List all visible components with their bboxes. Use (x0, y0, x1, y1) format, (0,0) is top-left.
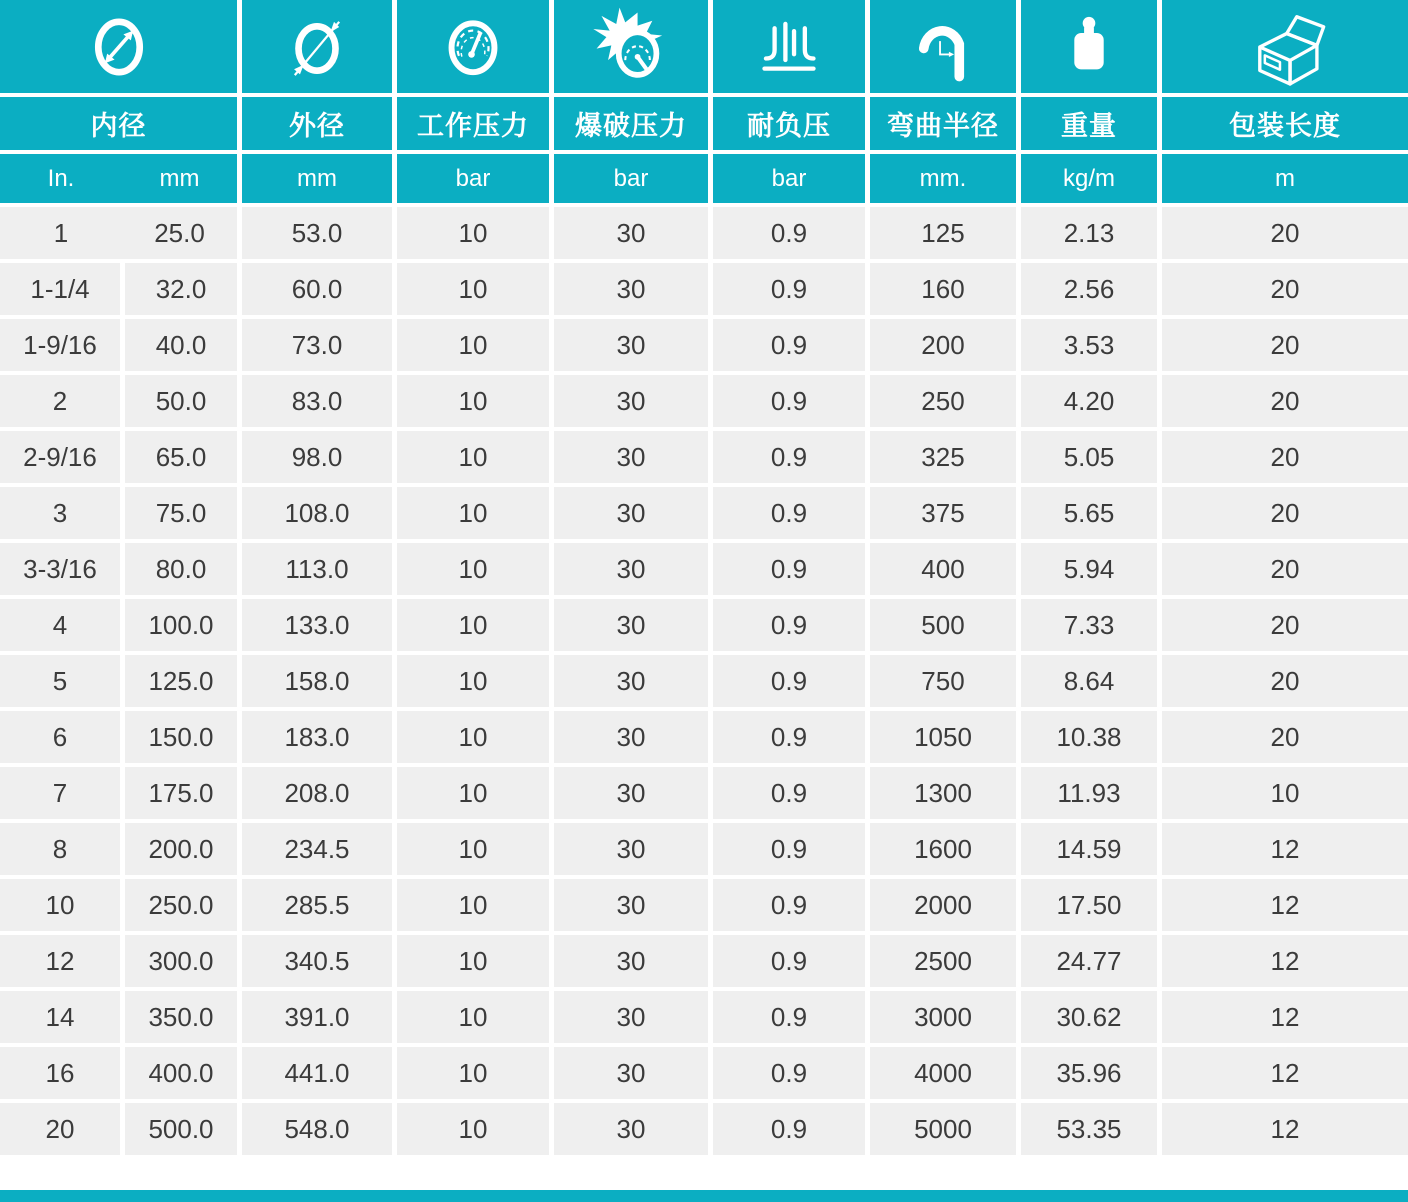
table-cell: 10 (397, 935, 549, 987)
table-cell: 340.5 (242, 935, 392, 987)
table-cell: 8.64 (1021, 655, 1157, 707)
burst-pressure-icon (590, 6, 672, 88)
table-cell: 10 (397, 375, 549, 427)
table-cell: 30 (554, 543, 708, 595)
table-cell: 10 (397, 263, 549, 315)
table-cell: 0.9 (713, 263, 865, 315)
table-cell: 73.0 (242, 319, 392, 371)
table-cell: 3.53 (1021, 319, 1157, 371)
table-cell: 20 (1162, 543, 1408, 595)
table-cell: 10 (397, 487, 549, 539)
table-cell: 0.9 (713, 599, 865, 651)
table-cell: 2-9/16 (0, 431, 120, 483)
table-cell: 30 (554, 599, 708, 651)
column-header-burst-pressure: 爆破压力 (554, 97, 708, 150)
table-cell: 53.35 (1021, 1103, 1157, 1155)
table-cell: 2000 (870, 879, 1016, 931)
table-cell: 1050 (870, 711, 1016, 763)
table-cell: 6 (0, 711, 120, 763)
header-icon-cell-working-pressure (397, 0, 549, 93)
table-cell: 10 (0, 879, 120, 931)
table-cell: 30 (554, 879, 708, 931)
table-cell: 400 (870, 543, 1016, 595)
table-cell: 20 (1162, 263, 1408, 315)
table-cell: 391.0 (242, 991, 392, 1043)
table-cell: 1 (53, 217, 69, 248)
table-cell: 10 (397, 599, 549, 651)
table-cell: 12 (1162, 1047, 1408, 1099)
footer-accent-bar (0, 1190, 1408, 1202)
table-cell: 5.05 (1021, 431, 1157, 483)
table-cell: 10 (397, 319, 549, 371)
header-icon-cell-weight (1021, 0, 1157, 93)
table-cell: 14.59 (1021, 823, 1157, 875)
table-cell: 30 (554, 1103, 708, 1155)
table-cell: 10 (397, 431, 549, 483)
table-cell: 0.9 (713, 935, 865, 987)
table-cell: 5 (0, 655, 120, 707)
table-cell: 5.65 (1021, 487, 1157, 539)
table-cell: 7.33 (1021, 599, 1157, 651)
table-cell: 441.0 (242, 1047, 392, 1099)
unit-cell-vacuum-resistance: bar (713, 154, 865, 203)
table-cell: 10 (397, 1103, 549, 1155)
table-cell: 10 (397, 1047, 549, 1099)
table-cell: 1600 (870, 823, 1016, 875)
unit-cell-inner-diameter (0, 154, 237, 203)
table-cell: 160 (870, 263, 1016, 315)
unit-cell-bend-radius: mm. (870, 154, 1016, 203)
table-cell: 32.0 (125, 263, 237, 315)
table-cell: 10 (1162, 767, 1408, 819)
table-cell: 5000 (870, 1103, 1016, 1155)
table-cell: 2.13 (1021, 207, 1157, 259)
table-cell: 3000 (870, 991, 1016, 1043)
column-header-package-length: 包装长度 (1162, 97, 1408, 150)
table-cell: 234.5 (242, 823, 392, 875)
table-cell: 14 (0, 991, 120, 1043)
table-cell: 0.9 (713, 655, 865, 707)
table-cell: 10 (397, 879, 549, 931)
header-icon-cell-inner-diameter (0, 0, 237, 93)
unit-cell-burst-pressure: bar (554, 154, 708, 203)
table-cell: 0.9 (713, 375, 865, 427)
unit-label-inch: In. (47, 164, 75, 192)
outer-diameter-icon (280, 10, 354, 84)
table-cell: 20 (1162, 431, 1408, 483)
table-cell: 0.9 (713, 823, 865, 875)
table-cell: 10 (397, 207, 549, 259)
column-header-bend-radius: 弯曲半径 (870, 97, 1016, 150)
table-cell: 25.0 (154, 217, 205, 248)
table-cell: 17.50 (1021, 879, 1157, 931)
table-cell: 10 (397, 655, 549, 707)
package-length-icon (1243, 5, 1327, 89)
table-cell: 12 (1162, 935, 1408, 987)
table-cell: 2.56 (1021, 263, 1157, 315)
table-cell: 0.9 (713, 431, 865, 483)
table-cell: 0.9 (713, 207, 865, 259)
table-cell: 133.0 (242, 599, 392, 651)
table-cell: 0.9 (713, 1047, 865, 1099)
table-cell: 108.0 (242, 487, 392, 539)
working-pressure-icon (436, 10, 510, 84)
table-cell: 5.94 (1021, 543, 1157, 595)
table-cell: 98.0 (242, 431, 392, 483)
table-cell: 4000 (870, 1047, 1016, 1099)
table-cell: 10 (397, 711, 549, 763)
table-cell: 40.0 (125, 319, 237, 371)
table-cell: 200 (870, 319, 1016, 371)
table-cell: 0.9 (713, 711, 865, 763)
column-header-inner-diameter: 内径 (0, 97, 237, 150)
table-cell: 10 (397, 543, 549, 595)
table-cell: 30.62 (1021, 991, 1157, 1043)
table-cell: 1-9/16 (0, 319, 120, 371)
table-cell: 12 (0, 935, 120, 987)
header-icon-cell-bend-radius (870, 0, 1016, 93)
table-cell: 30 (554, 207, 708, 259)
table-cell: 0.9 (713, 319, 865, 371)
table-cell: 100.0 (125, 599, 237, 651)
table-cell: 30 (554, 767, 708, 819)
table-cell: 30 (554, 1047, 708, 1099)
table-cell: 53.0 (242, 207, 392, 259)
table-cell: 35.96 (1021, 1047, 1157, 1099)
table-cell: 30 (554, 319, 708, 371)
weight-icon (1054, 12, 1124, 82)
table-cell: 0.9 (713, 543, 865, 595)
table-cell: 12 (1162, 823, 1408, 875)
table-cell: 20 (1162, 319, 1408, 371)
table-cell: 250 (870, 375, 1016, 427)
table-cell: 750 (870, 655, 1016, 707)
table-cell: 208.0 (242, 767, 392, 819)
header-icon-cell-package-length (1162, 0, 1408, 93)
table-cell: 3-3/16 (0, 543, 120, 595)
table-cell: 4.20 (1021, 375, 1157, 427)
table-cell: 175.0 (125, 767, 237, 819)
bend-radius-icon (906, 10, 980, 84)
table-cell: 20 (1162, 655, 1408, 707)
unit-cell-outer-diameter: mm (242, 154, 392, 203)
table-cell: 75.0 (125, 487, 237, 539)
table-cell: 65.0 (125, 431, 237, 483)
table-cell: 30 (554, 487, 708, 539)
table-cell: 20 (1162, 711, 1408, 763)
table-cell: 375 (870, 487, 1016, 539)
table-cell: 20 (1162, 599, 1408, 651)
table-cell: 400.0 (125, 1047, 237, 1099)
table-cell: 113.0 (242, 543, 392, 595)
table-cell: 285.5 (242, 879, 392, 931)
table-cell: 4 (0, 599, 120, 651)
table-cell: 125 (870, 207, 1016, 259)
column-header-weight: 重量 (1021, 97, 1157, 150)
table-cell: 158.0 (242, 655, 392, 707)
column-header-outer-diameter: 外径 (242, 97, 392, 150)
table-cell: 325 (870, 431, 1016, 483)
table-cell: 150.0 (125, 711, 237, 763)
table-cell: 10 (397, 823, 549, 875)
table-cell: 20 (0, 1103, 120, 1155)
table-cell: 500.0 (125, 1103, 237, 1155)
table-cell: 0.9 (713, 767, 865, 819)
table-cell: 1-1/4 (0, 263, 120, 315)
unit-cell-working-pressure: bar (397, 154, 549, 203)
table-cell: 0.9 (713, 487, 865, 539)
table-cell: 30 (554, 431, 708, 483)
table-cell: 30 (554, 935, 708, 987)
table-cell: 3 (0, 487, 120, 539)
table-cell: 24.77 (1021, 935, 1157, 987)
table-cell: 125.0 (125, 655, 237, 707)
table-cell: 1300 (870, 767, 1016, 819)
table-cell: 2500 (870, 935, 1016, 987)
table-cell: 350.0 (125, 991, 237, 1043)
inner-diameter-icon (82, 10, 156, 84)
table-cell: 30 (554, 375, 708, 427)
table-cell: 0.9 (713, 879, 865, 931)
table-cell: 16 (0, 1047, 120, 1099)
table-cell: 30 (554, 263, 708, 315)
table-cell: 548.0 (242, 1103, 392, 1155)
table-cell: 183.0 (242, 711, 392, 763)
table-cell: 30 (554, 991, 708, 1043)
table-cell: 83.0 (242, 375, 392, 427)
column-header-working-pressure: 工作压力 (397, 97, 549, 150)
table-cell: 20 (1162, 487, 1408, 539)
unit-cell-weight: kg/m (1021, 154, 1157, 203)
table-cell: 2 (0, 375, 120, 427)
table-cell: 60.0 (242, 263, 392, 315)
table-cell: 12 (1162, 991, 1408, 1043)
table-cell-merged (0, 207, 237, 259)
unit-label-mm: mm (159, 164, 200, 192)
table-cell: 250.0 (125, 879, 237, 931)
table-cell: 20 (1162, 375, 1408, 427)
table-cell: 0.9 (713, 991, 865, 1043)
table-cell: 30 (554, 655, 708, 707)
table-cell: 500 (870, 599, 1016, 651)
table-cell: 10.38 (1021, 711, 1157, 763)
table-cell: 0.9 (713, 1103, 865, 1155)
unit-cell-package-length: m (1162, 154, 1408, 203)
table-cell: 80.0 (125, 543, 237, 595)
column-header-vacuum-resistance: 耐负压 (713, 97, 865, 150)
vacuum-resistance-icon (753, 11, 825, 83)
table-cell: 12 (1162, 879, 1408, 931)
table-cell: 8 (0, 823, 120, 875)
table-cell: 300.0 (125, 935, 237, 987)
table-cell: 12 (1162, 1103, 1408, 1155)
table-cell: 200.0 (125, 823, 237, 875)
table-cell: 20 (1162, 207, 1408, 259)
header-icon-cell-outer-diameter (242, 0, 392, 93)
header-icon-cell-burst-pressure (554, 0, 708, 93)
header-icon-cell-vacuum-resistance (713, 0, 865, 93)
table-cell: 30 (554, 711, 708, 763)
table-cell: 50.0 (125, 375, 237, 427)
table-cell: 11.93 (1021, 767, 1157, 819)
table-cell: 7 (0, 767, 120, 819)
table-cell: 30 (554, 823, 708, 875)
table-cell: 10 (397, 991, 549, 1043)
table-cell: 10 (397, 767, 549, 819)
